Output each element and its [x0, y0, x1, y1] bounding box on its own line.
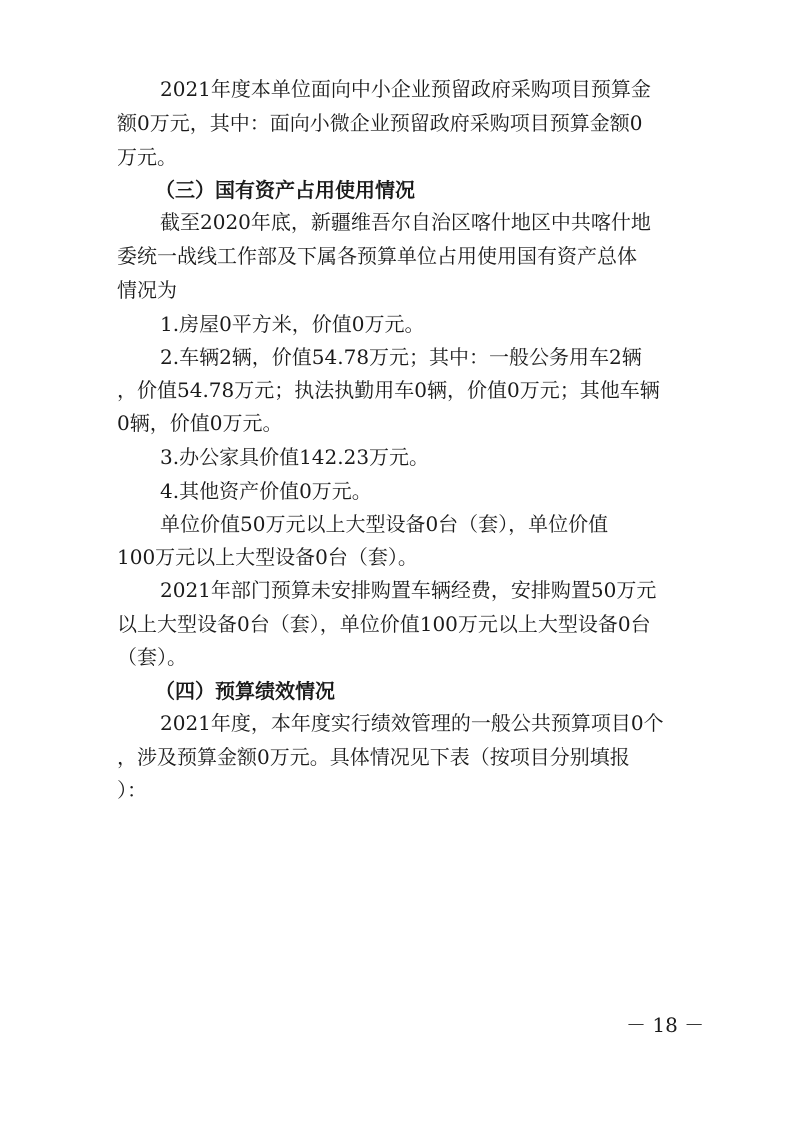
section-heading: （三）国有资产占用使用情况 [155, 178, 415, 202]
list-item: 2.车辆2辆，价值54.78万元；其中：一般公务用车2辆 [160, 345, 642, 369]
paragraph-line: 以上大型设备0台（套），单位价值100万元以上大型设备0台 [117, 612, 651, 636]
section-heading: （四）预算绩效情况 [155, 679, 335, 703]
paragraph-line: 情况为 [117, 278, 177, 302]
paragraph-line: ）： [117, 778, 147, 802]
paragraph-line: 截至2020年底，新疆维吾尔自治区喀什地区中共喀什地 [160, 210, 651, 234]
paragraph-line: 额0万元，其中：面向小微企业预留政府采购项目预算金额0 [117, 111, 643, 135]
paragraph-line: ，价值54.78万元；执法执勤用车0辆，价值0万元；其他车辆 [117, 378, 660, 402]
page-number: － 18 － [626, 1013, 705, 1037]
paragraph-line: 0辆，价值0万元。 [117, 411, 283, 435]
list-item: 3.办公家具价值142.23万元。 [160, 445, 430, 469]
paragraph-line: 2021年度，本年度实行绩效管理的一般公共预算项目0个 [160, 711, 664, 735]
list-item: 4.其他资产价值0万元。 [160, 479, 372, 503]
paragraph-line: ，涉及预算金额0万元。具体情况见下表（按项目分别填报 [117, 745, 630, 769]
paragraph-line: （套）。 [117, 645, 187, 669]
paragraph-line: 委统一战线工作部及下属各预算单位占用使用国有资产总体 [117, 244, 637, 268]
list-item: 1.房屋0平方米，价值0万元。 [160, 312, 425, 336]
paragraph-line: 100万元以上大型设备0台（套）。 [117, 545, 418, 569]
paragraph-line: 单位价值50万元以上大型设备0台（套），单位价值 [160, 512, 609, 536]
paragraph-line: 2021年度本单位面向中小企业预留政府采购项目预算金 [160, 77, 651, 101]
paragraph-line: 2021年部门预算未安排购置车辆经费，安排购置50万元 [160, 578, 657, 602]
paragraph-line: 万元。 [117, 145, 177, 169]
